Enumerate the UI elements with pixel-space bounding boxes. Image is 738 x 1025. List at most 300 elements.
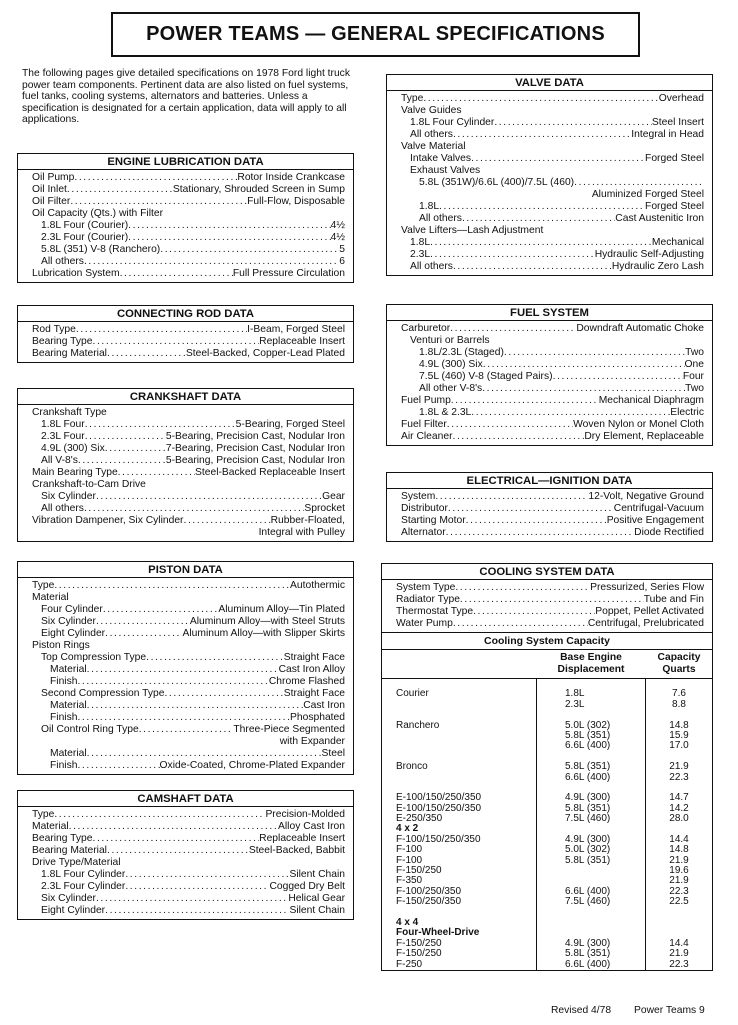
capacity-cell	[646, 908, 712, 918]
spec-row	[401, 129, 704, 141]
section-heading: PISTON DATA	[18, 562, 353, 578]
dot-leader	[96, 616, 190, 628]
dot-leader	[105, 905, 289, 917]
dot-leader	[494, 117, 652, 129]
spec-label: Oil Pump	[32, 172, 75, 183]
spec-value: Steel-Backed, Babbit	[248, 845, 345, 856]
spec-value: Tube and Fin	[643, 594, 704, 605]
spec-label: 7.5L (460) V-8 (Staged Pairs)	[419, 371, 553, 382]
spec-value: 12-Volt, Negative Ground	[588, 491, 704, 502]
capacity-cell: 22.3	[669, 958, 689, 970]
spec-row	[32, 688, 345, 700]
spec-value: Cast Austenitic Iron	[615, 213, 704, 224]
displacement-cell: 6.6L (400)	[565, 958, 611, 970]
spec-row	[32, 268, 345, 280]
spec-value: Diode Rectified	[634, 527, 704, 538]
spec-row	[401, 261, 704, 273]
spec-value: Integral in Head	[631, 129, 704, 140]
spec-value: Chrome Flashed	[268, 676, 345, 687]
spec-value: Aluminum Alloy—with Slipper Skirts	[182, 628, 345, 639]
spec-row	[32, 616, 345, 628]
displacement-cell: 5.8L (351)	[565, 802, 611, 814]
model-cell	[396, 700, 536, 710]
spec-value: Rotor Inside Crankcase	[237, 172, 345, 183]
spec-value: Full Pressure Circulation	[232, 268, 345, 279]
dot-leader	[471, 407, 670, 419]
spec-label: 2.3L	[410, 249, 431, 260]
spec-row	[396, 618, 704, 630]
electrical-ignition-section	[386, 472, 713, 542]
spec-label: Material	[50, 664, 87, 675]
model-cell: Ranchero	[396, 719, 440, 731]
spec-label: Main Bearing Type	[32, 467, 118, 478]
model-cell: F-150/250	[396, 948, 442, 960]
spec-row	[401, 491, 704, 503]
spec-row	[32, 712, 345, 724]
spec-row	[32, 232, 345, 244]
spec-label: Bearing Type	[32, 336, 93, 347]
capacity-cell: 21.9	[669, 854, 689, 866]
dot-leader	[103, 604, 219, 616]
displacement-cell	[565, 866, 645, 876]
spec-row	[32, 821, 345, 833]
capacity-cell: 7.6	[672, 688, 686, 700]
spec-value: Helical Gear	[288, 893, 345, 904]
spec-label: 2.3L Four (Courier)	[41, 232, 129, 243]
spec-row	[32, 664, 345, 676]
spec-value: Steel	[321, 748, 345, 759]
spec-value: Mechanical Diaphragm	[598, 395, 704, 406]
spec-label: Top Compression Type	[41, 652, 147, 663]
spec-label: Water Pump	[396, 618, 453, 629]
dot-leader	[120, 268, 233, 280]
spec-value: Four	[682, 371, 704, 382]
spec-value: 6	[339, 256, 345, 267]
fuel-system-section	[386, 304, 713, 446]
dot-leader	[439, 201, 645, 213]
spec-label: Oil Filter	[32, 196, 71, 207]
section-heading: ELECTRICAL—IGNITION DATA	[387, 473, 712, 489]
spec-value: Aluminum Alloy—Tin Plated	[218, 604, 345, 615]
spec-value: 5-Bearing, Forged Steel	[235, 419, 345, 430]
spec-label: Alternator	[401, 527, 446, 538]
spec-value: Cogged Dry Belt	[269, 881, 345, 892]
spec-row	[401, 153, 704, 165]
spec-value: Stationary, Shrouded Screen in Sump	[172, 184, 345, 195]
spec-row	[401, 503, 704, 515]
spec-value: Oxide-Coated, Chrome-Plated Expander	[159, 760, 345, 771]
spec-label: Oil Control Ring Type	[41, 724, 139, 735]
spec-value: Straight Face	[283, 652, 345, 663]
spec-row	[32, 724, 345, 736]
spec-label: Eight Cylinder	[41, 905, 106, 916]
connecting-rod-section	[17, 305, 354, 363]
spec-label: System Type	[396, 582, 456, 593]
spec-value: Woven Nylon or Monel Cloth	[573, 419, 704, 430]
spec-row	[401, 515, 704, 527]
spec-label: Six Cylinder	[41, 893, 96, 904]
spec-subheading: Oil Capacity (Qts.) with Filter	[32, 208, 164, 219]
spec-row	[32, 184, 345, 196]
dot-leader	[70, 196, 247, 208]
dot-leader	[553, 371, 683, 383]
footer-revised: Revised 4/78	[551, 1005, 612, 1016]
spec-row	[401, 249, 704, 261]
dot-leader	[164, 688, 283, 700]
spec-value: Hydraulic Zero Lash	[611, 261, 704, 272]
spec-row	[401, 117, 704, 129]
dot-leader	[574, 177, 704, 189]
dot-leader	[125, 869, 289, 881]
spec-value: Steel-Backed Replaceable Insert	[195, 467, 345, 478]
spec-label: 1.8L Four Cylinder	[410, 117, 495, 128]
spec-value: Downdraft Automatic Choke	[576, 323, 704, 334]
dot-leader	[69, 821, 278, 833]
model-cell: F-100/250/350	[396, 885, 462, 897]
displacement-cell	[565, 710, 645, 720]
dot-leader	[85, 419, 236, 431]
model-cell: Bronco	[396, 761, 428, 773]
spec-label: Material	[50, 748, 87, 759]
spec-value: Electric	[670, 407, 704, 418]
spec-row	[401, 177, 704, 189]
section-heading: FUEL SYSTEM	[387, 305, 712, 321]
displacement-cell: 6.6L (400)	[565, 771, 611, 783]
capacity-table-header	[382, 650, 712, 679]
dot-leader	[87, 664, 279, 676]
capacity-cell: 15.9	[669, 729, 689, 741]
spec-value-continued: with Expander	[279, 736, 345, 747]
spec-label: System	[401, 491, 436, 502]
page-title: POWER TEAMS — GENERAL SPECIFICATIONS	[111, 12, 640, 57]
spec-value: 5	[339, 244, 345, 255]
dot-leader	[146, 652, 284, 664]
spec-subheading: Venturi or Barrels	[410, 335, 490, 346]
dot-leader	[76, 324, 247, 336]
spec-value: Pressurized, Series Flow	[590, 582, 704, 593]
spec-value: Three-Piece Segmented	[233, 724, 345, 735]
spec-value: Forged Steel	[645, 201, 704, 212]
spec-label: Radiator Type	[396, 594, 460, 605]
spec-label: Finish	[50, 676, 78, 687]
intro-paragraph: The following pages give detailed specifications on 1978 Ford light truck power team components. Pertinent data are also listed on fuel systems, fuel tanks, cooling systems, alternators and batteries. Unless a specification is designated for a certain application, data will apply to all applications.	[22, 68, 350, 126]
capacity-cell: 21.9	[669, 875, 689, 887]
dot-leader	[84, 503, 304, 515]
dot-leader	[453, 431, 585, 443]
spec-value: Replaceable Insert	[259, 833, 345, 844]
spec-label: Type	[32, 809, 55, 820]
capacity-cell: 14.8	[669, 844, 689, 856]
dot-leader	[125, 881, 269, 893]
spec-row	[32, 869, 345, 881]
model-cell: 4 x 2	[396, 823, 419, 835]
displacement-cell: 7.5L (460)	[565, 813, 611, 825]
spec-row	[401, 383, 704, 395]
capacity-cell: 14.4	[669, 937, 689, 949]
spec-value: Straight Face	[283, 688, 345, 699]
spec-label: Bearing Material	[32, 845, 107, 856]
spec-value: Replaceable Insert	[259, 336, 345, 347]
spec-label: Air Cleaner	[401, 431, 453, 442]
spec-row	[32, 431, 345, 443]
capacity-cell: 14.2	[669, 802, 689, 814]
spec-value: I-Beam, Forged Steel	[247, 324, 345, 335]
dot-leader	[473, 606, 595, 618]
spec-row	[401, 431, 704, 443]
spec-label: Fuel Pump	[401, 395, 451, 406]
spec-row	[32, 515, 345, 527]
spec-label: Six Cylinder	[41, 491, 96, 502]
displacement-cell	[565, 908, 645, 918]
section-heading: VALVE DATA	[387, 75, 712, 91]
spec-label: All others	[410, 129, 453, 140]
spec-subheading: Crankshaft-to-Cam Drive	[32, 479, 146, 490]
model-cell: E-100/150/250/350	[396, 792, 482, 804]
spec-value: Full-Flow, Disposable	[247, 196, 345, 207]
spec-value: 4½	[330, 220, 345, 231]
spec-label: Intake Valves	[410, 153, 472, 164]
dot-leader	[471, 153, 645, 165]
spec-subheading: Drive Type/Material	[32, 857, 121, 868]
capacity-cell: 22.3	[669, 885, 689, 897]
spec-row	[401, 237, 704, 249]
dot-leader	[87, 748, 322, 760]
spec-value-continued: Integral with Pulley	[258, 527, 345, 538]
spec-label: All V-8's	[41, 455, 78, 466]
model-cell: Courier	[396, 688, 429, 700]
dot-leader	[54, 580, 290, 592]
dot-leader	[96, 491, 322, 503]
capacity-cell: 14.7	[669, 792, 689, 804]
dot-leader	[54, 809, 265, 821]
dot-leader	[139, 724, 234, 736]
spec-label: 1.8L Four Cylinder	[41, 869, 126, 880]
spec-label: Fuel Filter	[401, 419, 447, 430]
spec-label: Type	[401, 93, 424, 104]
dot-leader	[448, 503, 614, 515]
dot-leader	[183, 515, 270, 527]
spec-value: Precision-Molded	[265, 809, 345, 820]
spec-value: 7-Bearing, Precision Cast, Nodular Iron	[165, 443, 345, 454]
dot-leader	[451, 395, 599, 407]
displacement-cell: 5.8L (351)	[565, 729, 611, 741]
dot-leader	[87, 700, 304, 712]
capacity-table-title: Cooling System Capacity	[382, 632, 712, 650]
spec-label: 1.8L Four (Courier)	[41, 220, 129, 231]
capacity-cell: 19.6	[669, 865, 689, 877]
spec-value: Dry Element, Replaceable	[584, 431, 704, 442]
spec-label: Second Compression Type	[41, 688, 165, 699]
dot-leader	[430, 237, 652, 249]
capacity-cell: 8.8	[672, 698, 686, 710]
spec-row	[401, 371, 704, 383]
spec-row	[32, 244, 345, 256]
dot-leader	[118, 467, 195, 479]
spec-row	[32, 580, 345, 592]
spec-label: Eight Cylinder	[41, 628, 106, 639]
spec-row	[32, 905, 345, 917]
displacement-cell: 5.8L (351)	[565, 854, 611, 866]
dot-leader	[504, 347, 685, 359]
spec-label: 2.3L Four	[41, 431, 85, 442]
spec-value: 5-Bearing, Precision Cast, Nodular Iron	[165, 455, 345, 466]
displacement-cell: 1.8L	[565, 688, 585, 700]
spec-label: Rod Type	[32, 324, 76, 335]
model-cell: 4 x 4	[396, 916, 419, 928]
spec-row	[32, 845, 345, 857]
dot-leader	[105, 443, 166, 455]
dot-leader	[128, 232, 331, 244]
capacity-table-body	[382, 679, 712, 970]
dot-leader	[93, 336, 260, 348]
spec-label: 4.9L (300) Six	[41, 443, 105, 454]
spec-row	[401, 527, 704, 539]
displacement-cell: 5.0L (302)	[565, 844, 611, 856]
spec-row	[396, 606, 704, 618]
dot-leader	[447, 419, 573, 431]
displacement-cell: 4.9L (300)	[565, 833, 611, 845]
spec-row	[32, 881, 345, 893]
spec-row	[32, 419, 345, 431]
spec-label: Finish	[50, 712, 78, 723]
displacement-cell: 2.3L	[565, 698, 585, 710]
spec-row	[396, 594, 704, 606]
model-cell: E-250/350	[396, 813, 443, 825]
spec-label: Material	[50, 700, 87, 711]
spec-subheading: Valve Guides	[401, 105, 462, 116]
crankshaft-section	[17, 388, 354, 542]
capacity-cell: 28.0	[669, 813, 689, 825]
spec-value: Alloy Cast Iron	[278, 821, 345, 832]
spec-label: Oil Inlet	[32, 184, 67, 195]
spec-row	[401, 395, 704, 407]
displacement-cell: 5.0L (302)	[565, 719, 611, 731]
dot-leader	[84, 256, 339, 268]
dot-leader	[455, 582, 590, 594]
spec-subheading: Exhaust Valves	[410, 165, 481, 176]
spec-subheading: Valve Lifters—Lash Adjustment	[401, 225, 544, 236]
spec-value: Hydraulic Self-Adjusting	[594, 249, 704, 260]
spec-label: Lubrication System	[32, 268, 120, 279]
spec-label: All others	[41, 503, 84, 514]
spec-row	[32, 172, 345, 184]
section-heading: ENGINE LUBRICATION DATA	[18, 154, 353, 170]
spec-row	[32, 676, 345, 688]
spec-value: Mechanical	[651, 237, 704, 248]
dot-leader	[85, 431, 166, 443]
spec-value: Two	[685, 347, 704, 358]
dot-leader	[67, 184, 173, 196]
valve-section	[386, 74, 713, 276]
spec-value-continued: Aluminized Forged Steel	[591, 189, 704, 200]
dot-leader	[105, 628, 182, 640]
spec-label: 5.8L (351W)/6.6L (400)/7.5L (460)	[419, 177, 575, 188]
spec-value: Cast Iron Alloy	[278, 664, 345, 675]
dot-leader	[450, 323, 576, 335]
dot-leader	[107, 348, 186, 360]
spec-subheading: Crankshaft Type	[32, 407, 107, 418]
spec-value: Autothermic	[290, 580, 345, 591]
dot-leader	[460, 594, 644, 606]
spec-value: Two	[685, 383, 704, 394]
model-cell: F-150/250/350	[396, 896, 462, 908]
piston-section	[17, 561, 354, 775]
cooling-system-section	[381, 563, 713, 971]
dot-leader	[423, 93, 658, 105]
model-cell	[396, 741, 536, 751]
spec-row	[32, 336, 345, 348]
spec-value: Centrifugal-Vacuum	[613, 503, 704, 514]
spec-row	[32, 604, 345, 616]
spec-row	[32, 652, 345, 664]
dot-leader	[453, 129, 631, 141]
spec-value: Sprocket	[304, 503, 345, 514]
displacement-cell: 6.6L (400)	[565, 740, 611, 752]
spec-row	[32, 893, 345, 905]
model-cell: Four-Wheel-Drive	[396, 927, 480, 939]
spec-value: Centrifugal, Prelubricated	[587, 618, 704, 629]
section-heading: CAMSHAFT DATA	[18, 791, 353, 807]
spec-subheading: Valve Material	[401, 141, 466, 152]
capacity-cell: 21.9	[669, 948, 689, 960]
spec-label: Six Cylinder	[41, 616, 96, 627]
displacement-cell: 6.6L (400)	[565, 885, 611, 897]
displacement-cell	[565, 918, 645, 928]
spec-label: Bearing Material	[32, 348, 107, 359]
dot-leader	[466, 515, 607, 527]
spec-label: 1.8L	[419, 201, 440, 212]
spec-row	[32, 455, 345, 467]
dot-leader	[78, 455, 166, 467]
dot-leader	[77, 676, 268, 688]
spec-label: Bearing Type	[32, 833, 93, 844]
spec-row	[32, 324, 345, 336]
model-cell: F-350	[396, 875, 423, 887]
displacement-cell: 4.9L (300)	[565, 792, 611, 804]
spec-label: Vibration Dampener, Six Cylinder	[32, 515, 184, 526]
spec-value: Positive Engagement	[606, 515, 704, 526]
footer-page-number: Power Teams 9	[634, 1005, 705, 1016]
dot-leader	[446, 527, 635, 539]
spec-label: 4.9L (300) Six	[419, 359, 483, 370]
spec-value: Steel-Backed, Copper-Lead Plated	[185, 348, 345, 359]
spec-value: Cast Iron	[303, 700, 345, 711]
spec-value: Silent Chain	[289, 905, 345, 916]
spec-row	[401, 359, 704, 371]
model-cell: F-150/250	[396, 865, 442, 877]
spec-label: Four Cylinder	[41, 604, 103, 615]
spec-row	[32, 833, 345, 845]
capacity-cell: 22.5	[669, 896, 689, 908]
displacement-cell: 4.9L (300)	[565, 937, 611, 949]
spec-label: All other V-8's	[419, 383, 483, 394]
spec-label: Starting Motor	[401, 515, 466, 526]
capacity-cell	[646, 918, 712, 928]
spec-row	[32, 220, 345, 232]
dot-leader	[435, 491, 588, 503]
displacement-cell: 7.5L (460)	[565, 896, 611, 908]
displacement-column	[536, 679, 646, 970]
camshaft-section	[17, 790, 354, 920]
spec-value: One	[684, 359, 704, 370]
spec-label: 2.3L Four Cylinder	[41, 881, 126, 892]
spec-row	[401, 347, 704, 359]
spec-row	[32, 256, 345, 268]
spec-subheading: Material	[32, 592, 69, 603]
spec-row	[32, 628, 345, 640]
spec-label: 1.8L & 2.3L	[419, 407, 472, 418]
spec-row	[401, 323, 704, 335]
